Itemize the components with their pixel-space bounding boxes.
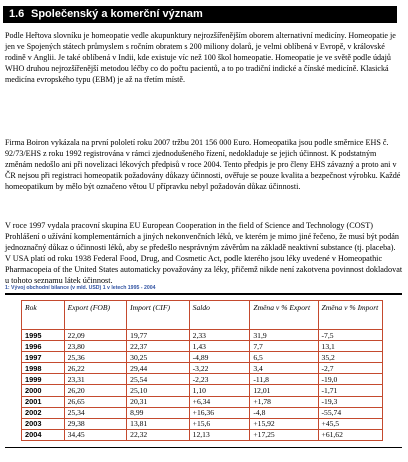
value-cell: +61,62: [318, 429, 382, 440]
year-cell: 2003: [22, 418, 65, 429]
table-bottom-rule: [5, 447, 402, 448]
table-caption: 1: Vývoj obchodní bilance (v mld. USD) 1 v letech 1995 - 2004: [5, 285, 156, 291]
column-header: Saldo: [189, 301, 250, 330]
table-row: [22, 407, 383, 418]
value-cell: 1,10: [189, 385, 250, 396]
value-cell: +45,5: [318, 418, 382, 429]
paragraph: V roce 1997 vydala pracovní skupina EU European Cooperation in the field of Science and Technology (COST) Prohlášení o užívání komplementárních a jiných nekonvenčních léků, ve kterém je mimo jiné řečeno, že musí být podán jednoznačný důkaz o účinnosti léků, aby se předešlo nesprávným závěrům na základě neaktivní substance (tj. placeba). V USA platí od roku 1938 Federal Food, Drug, and Cosmetic Act, podle kterého jsou léky uvedené v Homeopathic Pharmacopeia of the United States automaticky považovány za léky, přičemž nikde není zakotvena povinnost dokladovat u tohoto seznamu látek účinnost.: [5, 221, 403, 286]
value-cell: 35,2: [318, 352, 382, 363]
table-row: [22, 418, 383, 429]
value-cell: 25,54: [127, 374, 190, 385]
value-cell: 23,31: [64, 374, 127, 385]
value-cell: +17,25: [250, 429, 318, 440]
value-cell: 2,33: [189, 330, 250, 341]
table-row: [22, 429, 383, 440]
year-cell: 1996: [22, 341, 65, 352]
value-cell: 29,38: [64, 418, 127, 429]
value-cell: -3,22: [189, 363, 250, 374]
value-cell: 22,09: [64, 330, 127, 341]
value-cell: -4,89: [189, 352, 250, 363]
value-cell: 12,01: [250, 385, 318, 396]
column-header: Změna v % Import: [318, 301, 382, 330]
table-row: [22, 396, 383, 407]
value-cell: 26,22: [64, 363, 127, 374]
table-row: [22, 341, 383, 352]
paragraph: Firma Boiron vykázala na první pololetí roku 2007 tržbu 201 156 000 Euro. Homeopatika jsou podle směrnice EHS č. 92/73/EHS z roku 1992 registrována v rámci zjednodušeného řízení, nedokladuje se jejich účinnost. K podstatným změnám nedošlo ani při novelizaci lékových předpisů v roce 2004. Tento předpis je pro členy EHS závazný a proto ani v ČR nejsou při registraci homeopatik požadovány důkazy účinnosti, ověřuje se pouze kvalita a bezpečnost výrobku. Každé homeopatikum by mělo být označeno větou U přípravku nebyl požadován důkaz účinnosti.: [5, 138, 401, 192]
value-cell: 23,80: [64, 341, 127, 352]
table-top-rule: [5, 293, 402, 295]
value-cell: 13,81: [127, 418, 190, 429]
value-cell: -55,74: [318, 407, 382, 418]
year-cell: 1999: [22, 374, 65, 385]
value-cell: -19,3: [318, 396, 382, 407]
value-cell: -7,5: [318, 330, 382, 341]
value-cell: 8,99: [127, 407, 190, 418]
column-header: Import (CIF): [127, 301, 190, 330]
value-cell: 19,77: [127, 330, 190, 341]
table-row: [22, 385, 383, 396]
value-cell: 26,65: [64, 396, 127, 407]
column-header: Rok: [22, 301, 65, 330]
value-cell: 12,13: [189, 429, 250, 440]
table-row: [22, 330, 383, 341]
table-row: [22, 363, 383, 374]
value-cell: 3,4: [250, 363, 318, 374]
section-title: Společenský a komerční význam: [31, 8, 203, 20]
year-cell: 2001: [22, 396, 65, 407]
table-row: [22, 374, 383, 385]
section-number: 1.6: [9, 8, 25, 20]
value-cell: 13,1: [318, 341, 382, 352]
column-header: Export (FOB): [64, 301, 127, 330]
value-cell: 7,7: [250, 341, 318, 352]
value-cell: 29,44: [127, 363, 190, 374]
value-cell: 25,36: [64, 352, 127, 363]
paragraph: Podle Heřtova slovníku je homeopatie vedle akupunktury nejrozšířenějším oborem alternativní medicíny. Homeopatie je jen ve Spojených státech průmyslem s ročním obratem s 200 miliony dolarů, je velmi oblíbená v Evropě, v královské rodině v Anglii. Je také oblíbená v Indii, kde existuje víc než 100 škol homeopatie. Homeopatie je ve světě podle údajů WHO druhou nejrozšířenější metodou léčby co do počtu pacientů, a to po tradiční indické a čínské medicíně. Klasická medicína evropského typu (EBM) je až na třetím místě.: [5, 31, 396, 85]
column-header: Změna v % Export: [250, 301, 318, 330]
value-cell: 22,32: [127, 429, 190, 440]
value-cell: 34,45: [64, 429, 127, 440]
value-cell: -1,71: [318, 385, 382, 396]
value-cell: 30,25: [127, 352, 190, 363]
table-header-row: [22, 301, 383, 330]
value-cell: 26,20: [64, 385, 127, 396]
value-cell: 25,34: [64, 407, 127, 418]
value-cell: 20,31: [127, 396, 190, 407]
section-heading: [3, 6, 397, 23]
year-cell: 1997: [22, 352, 65, 363]
value-cell: 22,37: [127, 341, 190, 352]
year-cell: 2004: [22, 429, 65, 440]
value-cell: 25,10: [127, 385, 190, 396]
table-body: [22, 330, 383, 441]
value-cell: +6,34: [189, 396, 250, 407]
table-row: [22, 352, 383, 363]
year-cell: 2000: [22, 385, 65, 396]
value-cell: -2,23: [189, 374, 250, 385]
value-cell: 1,43: [189, 341, 250, 352]
trade-balance-table: [21, 300, 383, 441]
value-cell: +1,78: [250, 396, 318, 407]
year-cell: 1995: [22, 330, 65, 341]
value-cell: +16,36: [189, 407, 250, 418]
value-cell: -11,8: [250, 374, 318, 385]
value-cell: -19,0: [318, 374, 382, 385]
value-cell: 31,9: [250, 330, 318, 341]
value-cell: -4,8: [250, 407, 318, 418]
value-cell: +15,6: [189, 418, 250, 429]
value-cell: +15,92: [250, 418, 318, 429]
value-cell: -2,7: [318, 363, 382, 374]
year-cell: 1998: [22, 363, 65, 374]
value-cell: 6,5: [250, 352, 318, 363]
year-cell: 2002: [22, 407, 65, 418]
